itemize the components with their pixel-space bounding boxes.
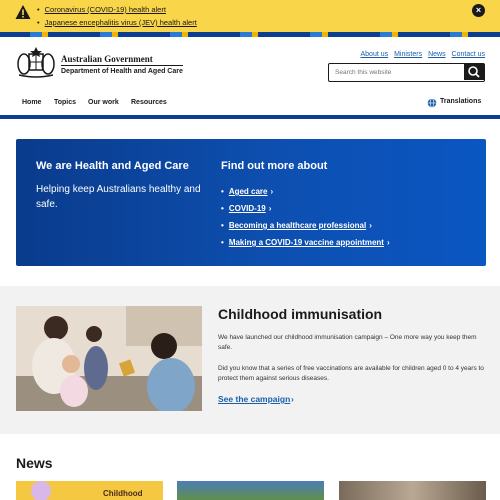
chevron-right-icon: › bbox=[270, 187, 274, 196]
chevron-right-icon: › bbox=[268, 204, 272, 213]
see-campaign-link[interactable]: See the campaign bbox=[218, 394, 291, 404]
coat-of-arms-icon bbox=[15, 46, 57, 78]
chevron-right-icon: › bbox=[291, 394, 294, 404]
nav-resources[interactable]: Resources bbox=[131, 99, 167, 106]
news-card[interactable] bbox=[177, 481, 324, 500]
covid-alert-link[interactable]: Coronavirus (COVID-19) health alert bbox=[44, 5, 166, 14]
news-link[interactable]: News bbox=[428, 51, 446, 58]
gov-name: Australian Government bbox=[61, 54, 153, 64]
search-button[interactable] bbox=[464, 64, 484, 80]
covid-link[interactable]: COVID-19 bbox=[228, 204, 266, 213]
immunisation-photo bbox=[16, 306, 202, 411]
alert-banner bbox=[0, 0, 500, 32]
news-card-text: Childhood bbox=[103, 489, 143, 498]
hero-link-item bbox=[221, 234, 390, 251]
news-card[interactable] bbox=[16, 481, 163, 500]
feature-paragraph: Did you know that a series of free vaccinations are available for children aged 0 to 4 years to protect them against serious diseases. bbox=[218, 365, 484, 382]
nav-underline bbox=[0, 115, 500, 119]
alert-item bbox=[37, 3, 197, 16]
hero-subtitle: Helping keep Australians healthy and safe. bbox=[36, 184, 201, 210]
ministers-link[interactable]: Ministers bbox=[394, 51, 423, 58]
decorative-stripe bbox=[0, 32, 500, 37]
jev-alert-link[interactable]: Japanese encephalitis virus (JEV) health alert bbox=[44, 18, 197, 27]
healthcare-professional-link[interactable]: Becoming a healthcare professional bbox=[228, 221, 367, 230]
chevron-right-icon: › bbox=[369, 221, 372, 230]
warning-icon bbox=[15, 4, 31, 20]
hero-links bbox=[221, 183, 390, 251]
news-heading: News bbox=[16, 455, 53, 471]
feature-paragraph: We have launched our childhood immunisation campaign – One more way you keep them safe. bbox=[218, 334, 477, 351]
hero-banner bbox=[16, 139, 486, 266]
contact-us-link[interactable]: Contact us bbox=[451, 51, 485, 58]
nav-our-work[interactable]: Our work bbox=[88, 99, 119, 106]
hero-link-item bbox=[221, 183, 390, 200]
nav-topics[interactable]: Topics bbox=[54, 99, 77, 106]
utility-links bbox=[357, 51, 486, 58]
find-out-title: Find out more about bbox=[221, 160, 328, 172]
search-icon bbox=[464, 64, 484, 80]
divider bbox=[61, 65, 183, 66]
about-us-link[interactable]: About us bbox=[360, 51, 389, 58]
alert-list bbox=[37, 3, 197, 29]
nav-home[interactable]: Home bbox=[22, 99, 42, 106]
news-card[interactable] bbox=[339, 481, 486, 500]
translations-link[interactable]: Translations bbox=[440, 98, 482, 105]
search-box bbox=[328, 63, 485, 82]
chevron-right-icon: › bbox=[386, 238, 390, 247]
dept-name: Department of Health and Aged Care bbox=[61, 68, 183, 75]
hero-link-item bbox=[221, 200, 390, 217]
hero-title: We are Health and Aged Care bbox=[36, 160, 189, 172]
close-icon[interactable]: × bbox=[472, 4, 485, 17]
hero-link-item bbox=[221, 217, 390, 234]
search-input[interactable] bbox=[335, 67, 460, 78]
main-nav bbox=[0, 93, 500, 115]
vaccine-appointment-link[interactable]: Making a COVID-19 vaccine appointment bbox=[228, 238, 384, 247]
globe-icon bbox=[427, 98, 437, 108]
alert-item bbox=[37, 16, 197, 29]
decorative-shape bbox=[31, 481, 51, 500]
feature-heading: Childhood immunisation bbox=[218, 306, 383, 322]
aged-care-link[interactable]: Aged care bbox=[228, 187, 268, 196]
